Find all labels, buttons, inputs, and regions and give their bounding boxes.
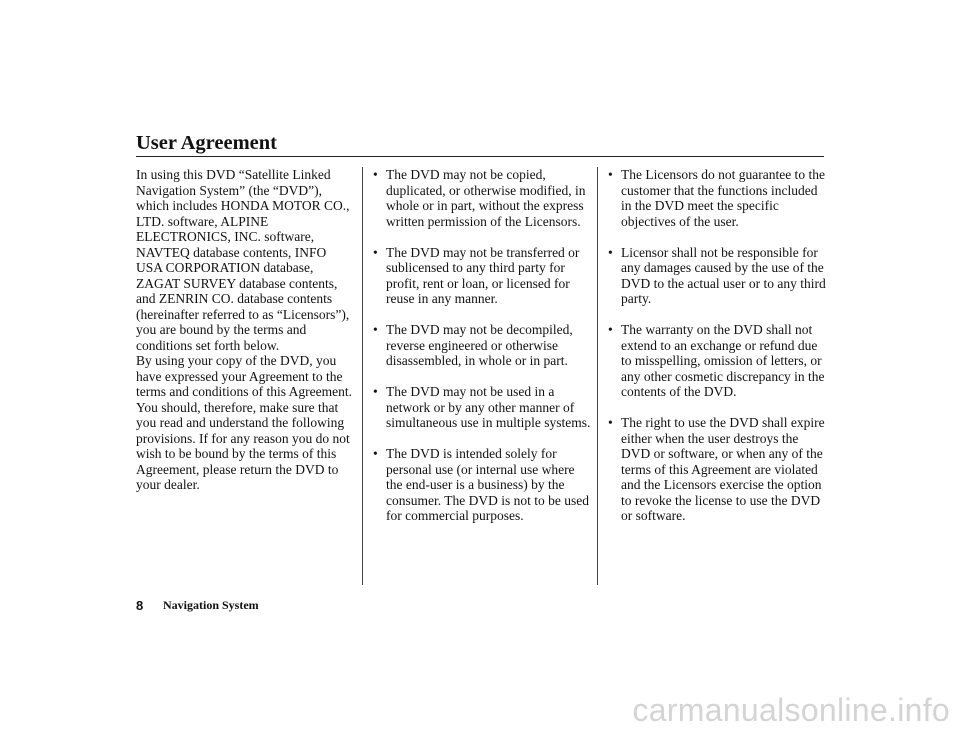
intro-line: You should, therefore, make sure that [136, 399, 339, 415]
intro-line: terms and conditions of this Agreement. [136, 384, 352, 399]
bullet-line: The DVD may not be copied, [386, 167, 546, 182]
bullet-line: The warranty on the DVD shall not [621, 322, 813, 337]
bullet-line: to revoke the license to use the DVD [621, 492, 821, 508]
bullet-line: duplicated, or otherwise modified, in [386, 182, 586, 198]
bullet-line: whole or in part, without the express [386, 198, 584, 213]
bullet-dot-icon: • [373, 384, 378, 399]
bullet-item [370, 322, 592, 369]
bullet-line: reverse engineered or otherwise [386, 337, 559, 353]
intro-line: In using this DVD “Satellite Linked [136, 167, 331, 182]
bullet-item [370, 245, 592, 307]
bullet-line: personal use (or internal use where [386, 461, 575, 477]
bullet-line: contents of the DVD. [621, 384, 737, 399]
intro-paragraph [136, 167, 354, 493]
bullet-line: The DVD may not be transferred or [386, 244, 580, 260]
bullet-dot-icon: • [608, 244, 613, 260]
bullet-item [370, 446, 592, 524]
bullet-dot-icon: • [373, 244, 378, 260]
intro-line: you read and understand the following [136, 415, 345, 430]
bullet-line: profit, rent or loan, or licensed for [386, 275, 570, 291]
bullet-line: simultaneous use in multiple systems. [386, 415, 591, 430]
bullet-dot-icon: • [608, 167, 613, 182]
bullet-dot-icon: • [608, 322, 613, 337]
bullet-line: DVD or software, or when any of the [621, 446, 823, 461]
intro-line: you are bound by the terms and [136, 322, 307, 337]
intro-line: USA CORPORATION database, [136, 260, 314, 275]
bullet-item [605, 167, 827, 229]
intro-line: (hereinafter referred to as “Licensors”), [136, 306, 350, 322]
right-bullet-list [605, 167, 827, 524]
page-number: 8 [136, 598, 144, 613]
column-divider-2 [597, 167, 598, 585]
bullet-line: The DVD is intended solely for [386, 446, 557, 461]
intro-line: Navigation System” (the “DVD”), [136, 182, 322, 198]
column-divider-1 [362, 167, 363, 585]
bullet-line: Licensor shall not be responsible for [621, 244, 818, 260]
bullet-item [605, 245, 827, 307]
bullet-line: any damages caused by the use of the [621, 260, 824, 275]
right-column [605, 167, 827, 539]
intro-line: have expressed your Agreement to the [136, 368, 343, 384]
bullet-line: The DVD may not be used in a [386, 384, 555, 399]
bullet-line: extend to an exchange or refund due [621, 337, 818, 353]
bullet-line: network or by any other manner of [386, 399, 575, 415]
bullet-line: The DVD may not be decompiled, [386, 322, 573, 337]
intro-line: Agreement, please return the DVD to [136, 461, 339, 477]
bullet-line: customer that the functions included [621, 182, 818, 198]
bullet-line: The right to use the DVD shall expire [621, 415, 825, 430]
intro-line: NAVTEQ database contents, INFO [136, 244, 327, 260]
page-title: User Agreement [136, 132, 277, 154]
bullet-item [370, 384, 592, 431]
bullet-line: or software. [621, 508, 686, 523]
bullet-line: party. [621, 291, 652, 306]
bullet-dot-icon: • [608, 415, 613, 430]
intro-line: By using your copy of the DVD, you [136, 353, 337, 368]
bullet-line: and the Licensors exercise the option [621, 477, 822, 492]
bullet-item [605, 415, 827, 524]
intro-line: wish to be bound by the terms of this [136, 446, 337, 461]
bullet-line: reuse in any manner. [386, 291, 498, 306]
intro-line: conditions set forth below. [136, 337, 280, 353]
intro-line: provisions. If for any reason you do not [136, 430, 350, 446]
middle-column [370, 167, 592, 539]
intro-line: ELECTRONICS, INC. software, [136, 229, 315, 244]
bullet-line: disassembled, in whole or in part. [386, 353, 568, 368]
bullet-line: to misspelling, omission of letters, or [621, 353, 822, 368]
middle-bullet-list [370, 167, 592, 524]
intro-line: your dealer. [136, 477, 200, 492]
bullet-line: sublicensed to any third party for [386, 260, 565, 275]
watermark: carmanualsonline.info [632, 692, 950, 728]
bullet-item [605, 322, 827, 400]
bullet-dot-icon: • [373, 446, 378, 461]
intro-line: ZAGAT SURVEY database contents, [136, 275, 338, 291]
bullet-dot-icon: • [373, 167, 378, 182]
bullet-line: objectives of the user. [621, 213, 739, 229]
bullet-line: either when the user destroys the [621, 430, 799, 446]
title-rule [136, 156, 824, 157]
bullet-line: the end-user is a business) by the [386, 477, 565, 492]
footer-title: Navigation System [163, 598, 259, 612]
intro-line: and ZENRIN CO. database contents [136, 291, 333, 306]
bullet-dot-icon: • [373, 322, 378, 337]
bullet-line: DVD to the actual user or to any third [621, 275, 826, 291]
bullet-line: written permission of the Licensors. [386, 213, 581, 229]
bullet-line: in the DVD meet the specific [621, 198, 779, 213]
bullet-line: for commercial purposes. [386, 508, 524, 523]
bullet-line: any other cosmetic discrepancy in the [621, 368, 825, 384]
intro-line: LTD. software, ALPINE [136, 213, 269, 229]
bullet-line: terms of this Agreement are violated [621, 461, 818, 477]
bullet-line: consumer. The DVD is not to be used [386, 492, 589, 508]
bullet-item [370, 167, 592, 229]
bullet-line: The Licensors do not guarantee to the [621, 167, 825, 182]
intro-line: which includes HONDA MOTOR CO., [136, 198, 350, 213]
